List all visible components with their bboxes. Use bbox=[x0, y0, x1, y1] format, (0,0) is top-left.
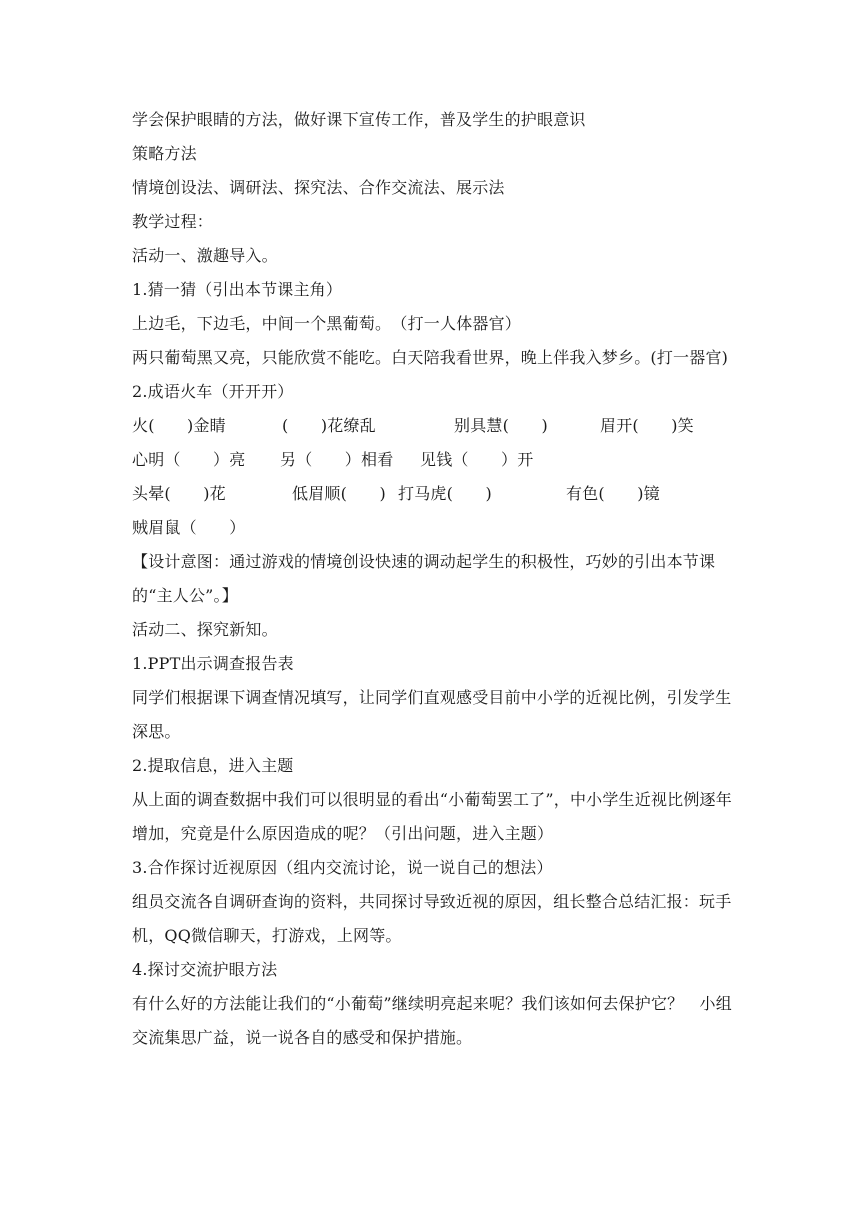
step-ppt-heading: 1.PPT出示调查报告表 bbox=[132, 654, 294, 673]
survey-paragraph: 同学们根据课下调查情况填写，让同学们直观感受目前中小学的近视比例，引发学生深思。 bbox=[132, 688, 732, 741]
idiom-item: 打马虎( ) bbox=[398, 484, 492, 503]
idiom-item: 见钱（ ）开 bbox=[420, 450, 534, 469]
idiom-row-1 bbox=[132, 409, 732, 443]
method-paragraph: 有什么好的方法能让我们的“小葡萄”继续明亮起来呢？我们该如何去保护它？ 小组交流集思广益，说一说各自的感受和保护措施。 bbox=[132, 994, 732, 1047]
step-method-heading: 4.探讨交流护眼方法 bbox=[132, 960, 278, 979]
idiom-item: 另（ ）相看 bbox=[280, 450, 394, 469]
idiom-item: 贼眉鼠（ ） bbox=[132, 518, 246, 537]
idiom-item: 别具慧( ) bbox=[454, 416, 548, 435]
riddle-two: 两只葡萄黑又亮，只能欣赏不能吃。白天陪我看世界，晚上伴我入梦乡。(打一器官) bbox=[132, 348, 729, 367]
goal-line: 学会保护眼睛的方法，做好课下宣传工作，普及学生的护眼意识 bbox=[132, 110, 586, 129]
idiom-item: ( )花缭乱 bbox=[282, 416, 376, 435]
section-heading-strategy: 策略方法 bbox=[132, 144, 197, 163]
idiom-item: 低眉顺( ) bbox=[292, 484, 386, 503]
riddle-one: 上边毛，下边毛，中间一个黑葡萄。 （打一人体器官） bbox=[132, 314, 522, 333]
idiom-row-2 bbox=[132, 443, 732, 477]
step-idiom-heading: 2.成语火车（开开开） bbox=[132, 382, 294, 401]
idiom-item: 头晕( )花 bbox=[132, 484, 226, 503]
idiom-item: 有色( )镜 bbox=[566, 484, 660, 503]
idiom-item: 火( )金睛 bbox=[132, 416, 226, 435]
activity-one-heading: 活动一、激趣导入。 bbox=[132, 246, 278, 265]
step-cause-heading: 3.合作探讨近视原因（组内交流讨论，说一说自己的想法） bbox=[132, 858, 553, 877]
step-guess-heading: 1.猜一猜（引出本节课主角） bbox=[132, 280, 343, 299]
document-body bbox=[132, 103, 732, 1055]
activity-two-heading: 活动二、探究新知。 bbox=[132, 620, 278, 639]
cause-paragraph: 组员交流各自调研查询的资料，共同探讨导致近视的原因，组长整合总结汇报：玩手机，QQ微信聊天，打游戏，上网等。 bbox=[132, 892, 732, 945]
idiom-item: 心明（ ）亮 bbox=[132, 450, 246, 469]
extract-paragraph: 从上面的调查数据中我们可以很明显的看出“小葡萄罢工了”，中小学生近视比例逐年增加，究竟是什么原因造成的呢？（引出问题，进入主题） bbox=[132, 790, 732, 843]
idiom-item: 眉开( )笑 bbox=[600, 416, 694, 435]
idiom-row-4 bbox=[132, 511, 732, 545]
design-intent-note: 【设计意图：通过游戏的情境创设快速的调动起学生的积极性，巧妙的引出本节课的“主人公”。】 bbox=[132, 552, 716, 605]
section-heading-process: 教学过程： bbox=[132, 212, 214, 231]
step-extract-heading: 2.提取信息，进入主题 bbox=[132, 756, 294, 775]
idiom-row-3 bbox=[132, 477, 732, 511]
strategy-methods: 情境创设法、调研法、探究法、合作交流法、展示法 bbox=[132, 178, 505, 197]
